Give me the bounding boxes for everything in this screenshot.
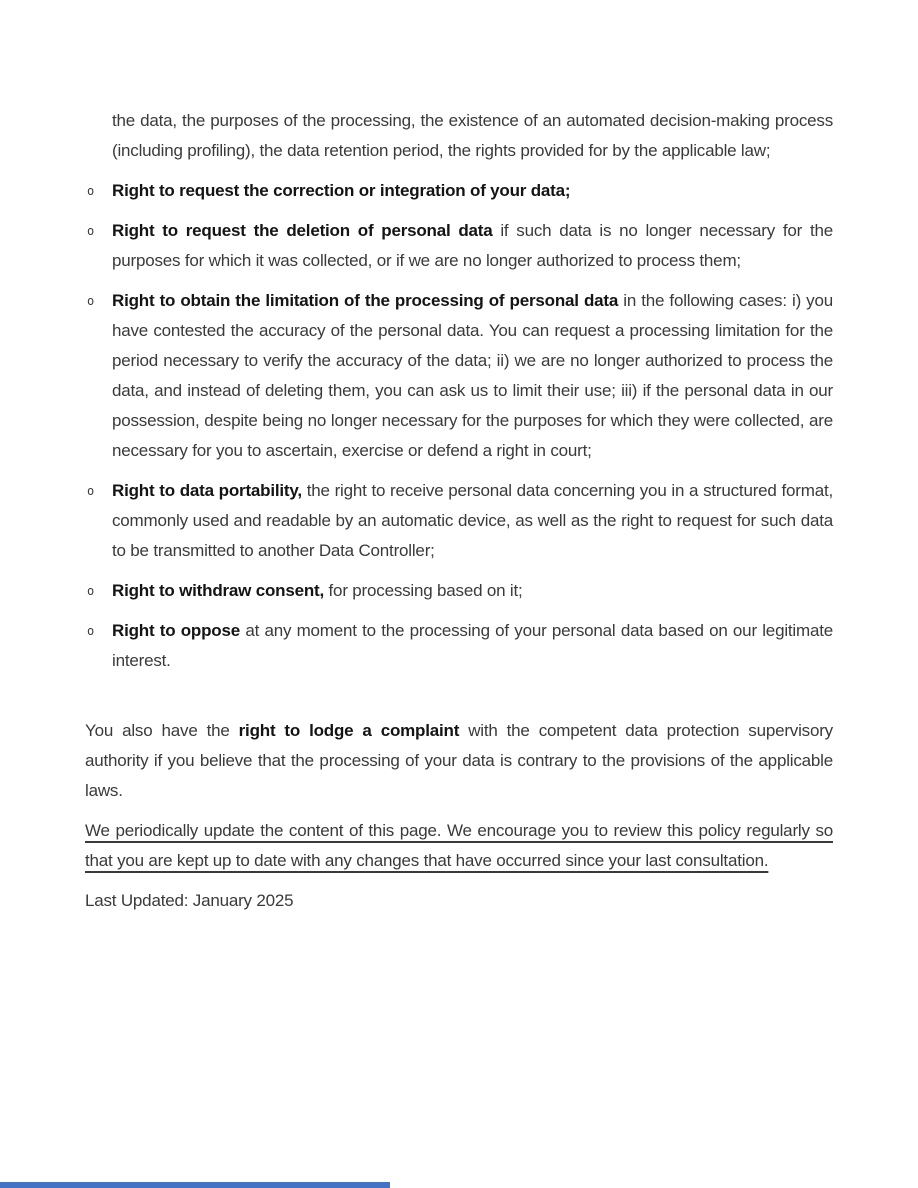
list-item-rest: in the following cases: i) you have contested the accuracy of the personal data. You can request a processing limitation for the period necessary to verify the accuracy of the data; ii) we are no longer authorized to process the data, and instead of deleting them, you can ask us to limit their use; iii) if the personal data in our possession, despite being no longer necessary for the purposes for which they were collected, are necessary for you to ascertain, exercise or defend a right in court;	[112, 291, 833, 460]
bullet-marker-icon: o	[87, 294, 95, 308]
list-item-correction-right	[85, 176, 833, 206]
list-item-text	[112, 481, 833, 560]
complaint-post-text: with the competent data protection supervisory authority if you believe that the processing of your data is contrary to the provisions of the applicable laws.	[85, 721, 833, 800]
list-item-text	[112, 581, 523, 600]
list-item-deletion-right	[85, 216, 833, 276]
complaint-pre-text: You also have the	[85, 721, 239, 740]
last-updated-text: Last Updated: January 2025	[85, 891, 294, 910]
complaint-paragraph	[85, 716, 833, 806]
list-item-oppose-right	[85, 616, 833, 676]
list-item-bold-lead: Right to obtain the limitation of the processing of personal data	[112, 291, 619, 310]
list-item-text	[112, 221, 833, 270]
list-item-rest: for processing based on it;	[324, 581, 523, 600]
bullet-marker-icon: o	[87, 184, 95, 198]
bullet-marker-icon: o	[87, 624, 95, 638]
bullet-marker-icon: o	[87, 584, 95, 598]
list-item-portability-right	[85, 476, 833, 566]
bullet-marker-icon: o	[87, 224, 95, 238]
list-item-bold-lead: Right to request the deletion of personal data	[112, 221, 493, 240]
bullet-marker-icon: o	[87, 484, 95, 498]
list-item-bold-lead: Right to oppose	[112, 621, 240, 640]
list-item-withdraw-consent-right	[85, 576, 833, 606]
list-item-bold-lead: Right to withdraw consent,	[112, 581, 325, 600]
list-item-text	[112, 181, 570, 200]
list-item-bold-lead: Right to request the correction or integration of your data;	[112, 181, 571, 200]
bottom-accent-bar	[0, 1182, 390, 1188]
list-item-limitation-right	[85, 286, 833, 466]
list-item-text	[112, 291, 833, 460]
update-notice-paragraph: We periodically update the content of this page. We encourage you to review this policy regularly so that you are kept up to date with any changes that have occurred since your last consultation.	[85, 821, 833, 870]
list-item-rest: the right to receive personal data concerning you in a structured format, commonly used and readable by an automatic device, as well as the right to request for such data to be transmitted to another Data Controller;	[112, 481, 834, 560]
list-item-bold-lead: Right to data portability,	[112, 481, 302, 500]
document-content	[85, 106, 833, 926]
bullet-continuation-paragraph: the data, the purposes of the processing, the existence of an automated decision-making process (including profiling), the data retention period, the rights provided for by the applicable law;	[112, 111, 833, 160]
list-item-text	[112, 621, 833, 670]
list-item-rest: if such data is no longer necessary for the purposes for which it was collected, or if we are no longer authorized to process them;	[112, 221, 833, 270]
list-item-rest: at any moment to the processing of your personal data based on our legitimate interest.	[112, 621, 833, 670]
complaint-bold-text: right to lodge a complaint	[238, 721, 460, 740]
